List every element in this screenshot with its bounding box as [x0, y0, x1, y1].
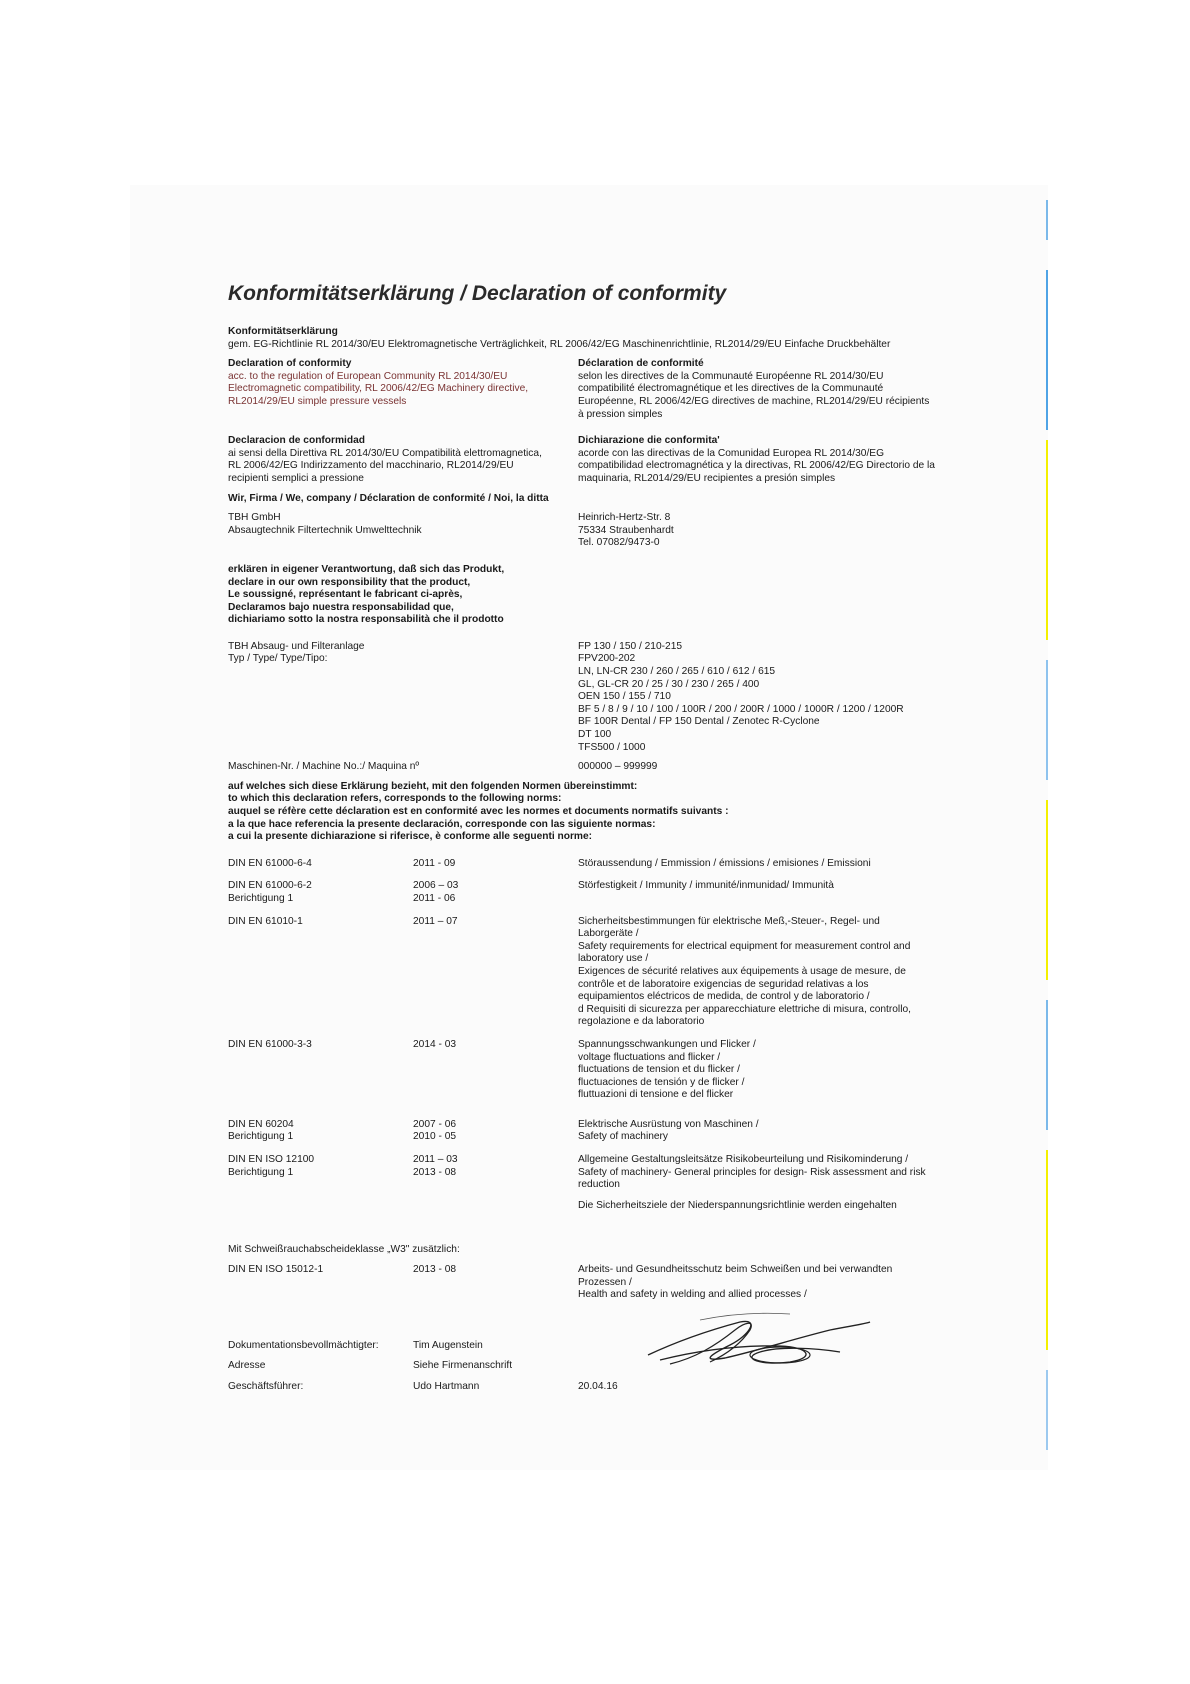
lang-row-2 [228, 435, 968, 485]
company-phone: Tel. 07082/9473-0 [578, 537, 660, 549]
it-line: compatibilidad electromagnética y la directivas, RL 2006/42/EG Directorio de la [578, 460, 935, 472]
norm-desc: Laborgeräte / [578, 928, 639, 940]
product-type: OEN 150 / 155 / 710 [578, 691, 671, 703]
company-street: Heinrich-Hertz-Str. 8 [578, 512, 671, 524]
declare-line: Le soussigné, représentant le fabricant ci-après, [228, 589, 463, 601]
norm-desc: Safety requirements for electrical equipment for measurement control and [578, 940, 911, 952]
norm-id: Berichtigung 1 [228, 1166, 294, 1178]
es-line: RL 2006/42/EG Indirizzamento del macchinario, RL2014/29/EU [228, 460, 514, 472]
company-intro: Wir, Firma / We, company / Déclaration de conformité / Noi, la ditta [228, 492, 549, 504]
norm-date: 2013 - 08 [413, 1264, 457, 1276]
norm-id: Berichtigung 1 [228, 1131, 294, 1143]
product-row [228, 641, 968, 754]
norm-row [228, 916, 968, 1029]
norm-id: DIN EN ISO 12100 [228, 1154, 315, 1166]
ceo-value: Udo Hartmann [413, 1381, 480, 1392]
product-type: FP 130 / 150 / 210-215 [578, 640, 683, 652]
product-type-label: Typ / Type/ Type/Tipo: [228, 653, 328, 665]
lang-row-1 [228, 358, 968, 421]
norm-desc: Spannungsschwankungen und Flicker / [578, 1038, 756, 1050]
norm-desc: Sicherheitsbestimmungen für elektrische Meß,-Steuer-, Regel- und [578, 915, 880, 927]
it-heading: Dichiarazione die conformita' [578, 435, 720, 447]
norm-id: Berichtigung 1 [228, 892, 294, 904]
fr-heading: Déclaration de conformité [578, 358, 704, 370]
norm-desc: Exigences de sécurité relatives aux équipements à usage de mesure, de [578, 965, 906, 977]
es-line: ai sensi della Direttiva RL 2014/30/EU Compatibilità elettromagnetica, [228, 447, 542, 459]
en-line: RL2014/29/EU simple pressure vessels [228, 395, 407, 407]
machine-no-value: 000000 – 999999 [578, 761, 658, 773]
norm-desc: Health and safety in welding and allied processes / [578, 1289, 807, 1301]
doc-representative-value: Tim Augenstein [413, 1339, 483, 1351]
product-type: LN, LN-CR 230 / 260 / 265 / 610 / 612 / 615 [578, 666, 776, 678]
norm-desc: Arbeits- und Gesundheitsschutz beim Schweißen und bei verwandten [578, 1264, 893, 1276]
declare-line: erklären in eigener Verantwortung, daß sich das Produkt, [228, 563, 505, 575]
norm-desc: Störfestigkeit / Immunity / immunité/inmunidad/ Immunità [578, 880, 834, 892]
welding-norm-row [228, 1264, 968, 1302]
product-type: BF 5 / 8 / 9 / 10 / 100 / 100R / 200 / 200R / 1000 / 1000R / 1200 / 1200R [578, 703, 904, 715]
handwritten-signature [640, 1300, 880, 1380]
low-voltage-note: Die Sicherheitsziele der Niederspannungsrichtlinie werden eingehalten [578, 1199, 897, 1211]
norm-desc: contrôle et de laboratoire exigencias de seguridad relativas a los [578, 978, 869, 990]
fr-line: compatibilité électromagnétique et les directives de la Communauté [578, 383, 884, 395]
product-type: FPV200-202 [578, 653, 636, 665]
norm-desc: fluctuaciones de tensión y de flicker / [578, 1076, 745, 1088]
norm-desc: regolazione e da laboratorio [578, 1016, 705, 1028]
norm-id: DIN EN ISO 15012-1 [228, 1264, 324, 1276]
fr-line: selon les directives de la Communauté Européenne RL 2014/30/EU [578, 370, 884, 382]
norm-id: DIN EN 61000-3-3 [228, 1038, 312, 1050]
norm-desc: Safety of machinery- General principles for design- Risk assessment and risk [578, 1166, 926, 1178]
address-label: Adresse [228, 1360, 266, 1372]
company-row [228, 512, 968, 550]
scan-edge-strip [1046, 200, 1050, 1460]
fr-line: Européenne, RL 2006/42/EG directives de machine, RL2014/29/EU récipients [578, 395, 930, 407]
norm-date: 2006 – 03 [413, 880, 459, 892]
norm-row [228, 1119, 968, 1144]
company-name: TBH GmbH [228, 512, 281, 524]
norm-id: DIN EN 61000-6-4 [228, 857, 312, 869]
norm-desc: laboratory use / [578, 953, 649, 965]
address-value: Siehe Firmenanschrift [413, 1360, 513, 1372]
product-type: DT 100 [578, 729, 612, 741]
product-label: TBH Absaug- und Filteranlage [228, 640, 365, 652]
machine-no-row [228, 761, 968, 774]
declare-line: declare in our own responsibility that the product, [228, 576, 471, 588]
norm-desc: equipamientos eléctricos de medida, de control y de laboratorio / [578, 991, 870, 1003]
es-heading: Declaracion de conformidad [228, 435, 365, 447]
norms-intro-line: to which this declaration refers, corresponds to the following norms: [228, 793, 562, 805]
norm-date: 2010 - 05 [413, 1131, 457, 1143]
fr-line: à pression simples [578, 408, 663, 420]
it-line: acorde con las directivas de la Comunidad Europea RL 2014/30/EG [578, 447, 884, 459]
norm-desc: fluttuazioni di tensione e del flicker [578, 1089, 734, 1101]
footer-row [228, 1381, 968, 1394]
declare-line: Declaramos bajo nuestra responsabilidad que, [228, 601, 454, 613]
en-line: Electromagnetic compatibility, RL 2006/42/EG Machinery directive, [228, 383, 529, 395]
ceo-label: Geschäftsführer: [228, 1381, 304, 1392]
norm-id: DIN EN 61000-6-2 [228, 880, 312, 892]
it-line: maquinaria, RL2014/29/EU recipientes a presión simples [578, 472, 836, 484]
document-title: Konformitätserklärung / Declaration of conformity [228, 282, 727, 305]
norm-date: 2011 - 06 [413, 892, 456, 904]
de-text: gem. EG-Richtlinie RL 2014/30/EU Elektromagnetische Verträglichkeit, RL 2006/42/EG Maschinenrichtlinie, RL2014/29/EU Einfache Druckbehälter [228, 338, 891, 350]
norm-desc: Prozessen / [578, 1276, 632, 1288]
norm-row [228, 1039, 968, 1102]
norm-date: 2007 - 06 [413, 1118, 457, 1130]
norm-date: 2011 - 09 [413, 857, 456, 869]
norm-desc: Störaussendung / Emmission / émissions / emisiones / Emissioni [578, 857, 871, 869]
norms-intro-line: a la que hace referencia la presente declaración, corresponde con las siguiente normas: [228, 818, 656, 830]
product-type: GL, GL-CR 20 / 25 / 30 / 230 / 265 / 400 [578, 678, 760, 690]
welding-intro: Mit Schweißrauchabscheideklasse „W3" zusätzlich: [228, 1244, 460, 1256]
declare-line: dichiariamo sotto la nostra responsabilità che il prodotto [228, 614, 504, 626]
product-type: BF 100R Dental / FP 150 Dental / Zenotec R-Cyclone [578, 716, 820, 728]
norm-date: 2014 - 03 [413, 1038, 457, 1050]
norm-row [228, 880, 968, 905]
norm-desc: Safety of machinery [578, 1131, 669, 1143]
norm-desc: voltage fluctuations and flicker / [578, 1051, 721, 1063]
norm-id: DIN EN 60204 [228, 1118, 294, 1130]
en-line: acc. to the regulation of European Community RL 2014/30/EU [228, 370, 508, 382]
norm-desc: Allgemeine Gestaltungsleitsätze Risikobeurteilung und Risikominderung / [578, 1154, 909, 1166]
doc-representative-label: Dokumentationsbevollmächtigter: [228, 1339, 379, 1351]
norm-id: DIN EN 61010-1 [228, 915, 303, 927]
company-subtitle: Absaugtechnik Filtertechnik Umwelttechnik [228, 524, 422, 536]
norm-row [228, 858, 968, 871]
de-heading: Konformitätserklärung [228, 326, 338, 337]
es-line: recipienti semplici a pressione [228, 472, 364, 484]
machine-no-label: Maschinen-Nr. / Machine No.:/ Maquina nº [228, 761, 420, 773]
company-city: 75334 Straubenhardt [578, 524, 674, 536]
norm-date: 2011 – 07 [413, 915, 458, 927]
norm-desc: d Requisiti di sicurezza per apparecchiature elettriche di misura, controllo, [578, 1003, 911, 1015]
norm-date: 2013 - 08 [413, 1166, 457, 1178]
norm-desc: reduction [578, 1179, 620, 1191]
norms-intro-line: a cui la presente dichiarazione si riferisce, è conforme alle seguenti norme: [228, 831, 593, 843]
declaration-document [228, 280, 968, 1404]
norm-desc: fluctuations de tension et du flicker / [578, 1064, 740, 1076]
norm-date: 2011 – 03 [413, 1154, 458, 1166]
signature-date: 20.04.16 [578, 1381, 618, 1392]
product-type: TFS500 / 1000 [578, 741, 646, 753]
norm-row [228, 1154, 968, 1212]
norms-intro-line: auquel se réfère cette déclaration est en conformité avec les normes et documents normatifs suivants : [228, 806, 729, 817]
en-heading: Declaration of conformity [228, 358, 352, 370]
norms-intro-line: auf welches sich diese Erklärung bezieht, mit den folgenden Normen übereinstimmt: [228, 780, 638, 792]
norm-desc: Elektrische Ausrüstung von Maschinen / [578, 1118, 759, 1130]
